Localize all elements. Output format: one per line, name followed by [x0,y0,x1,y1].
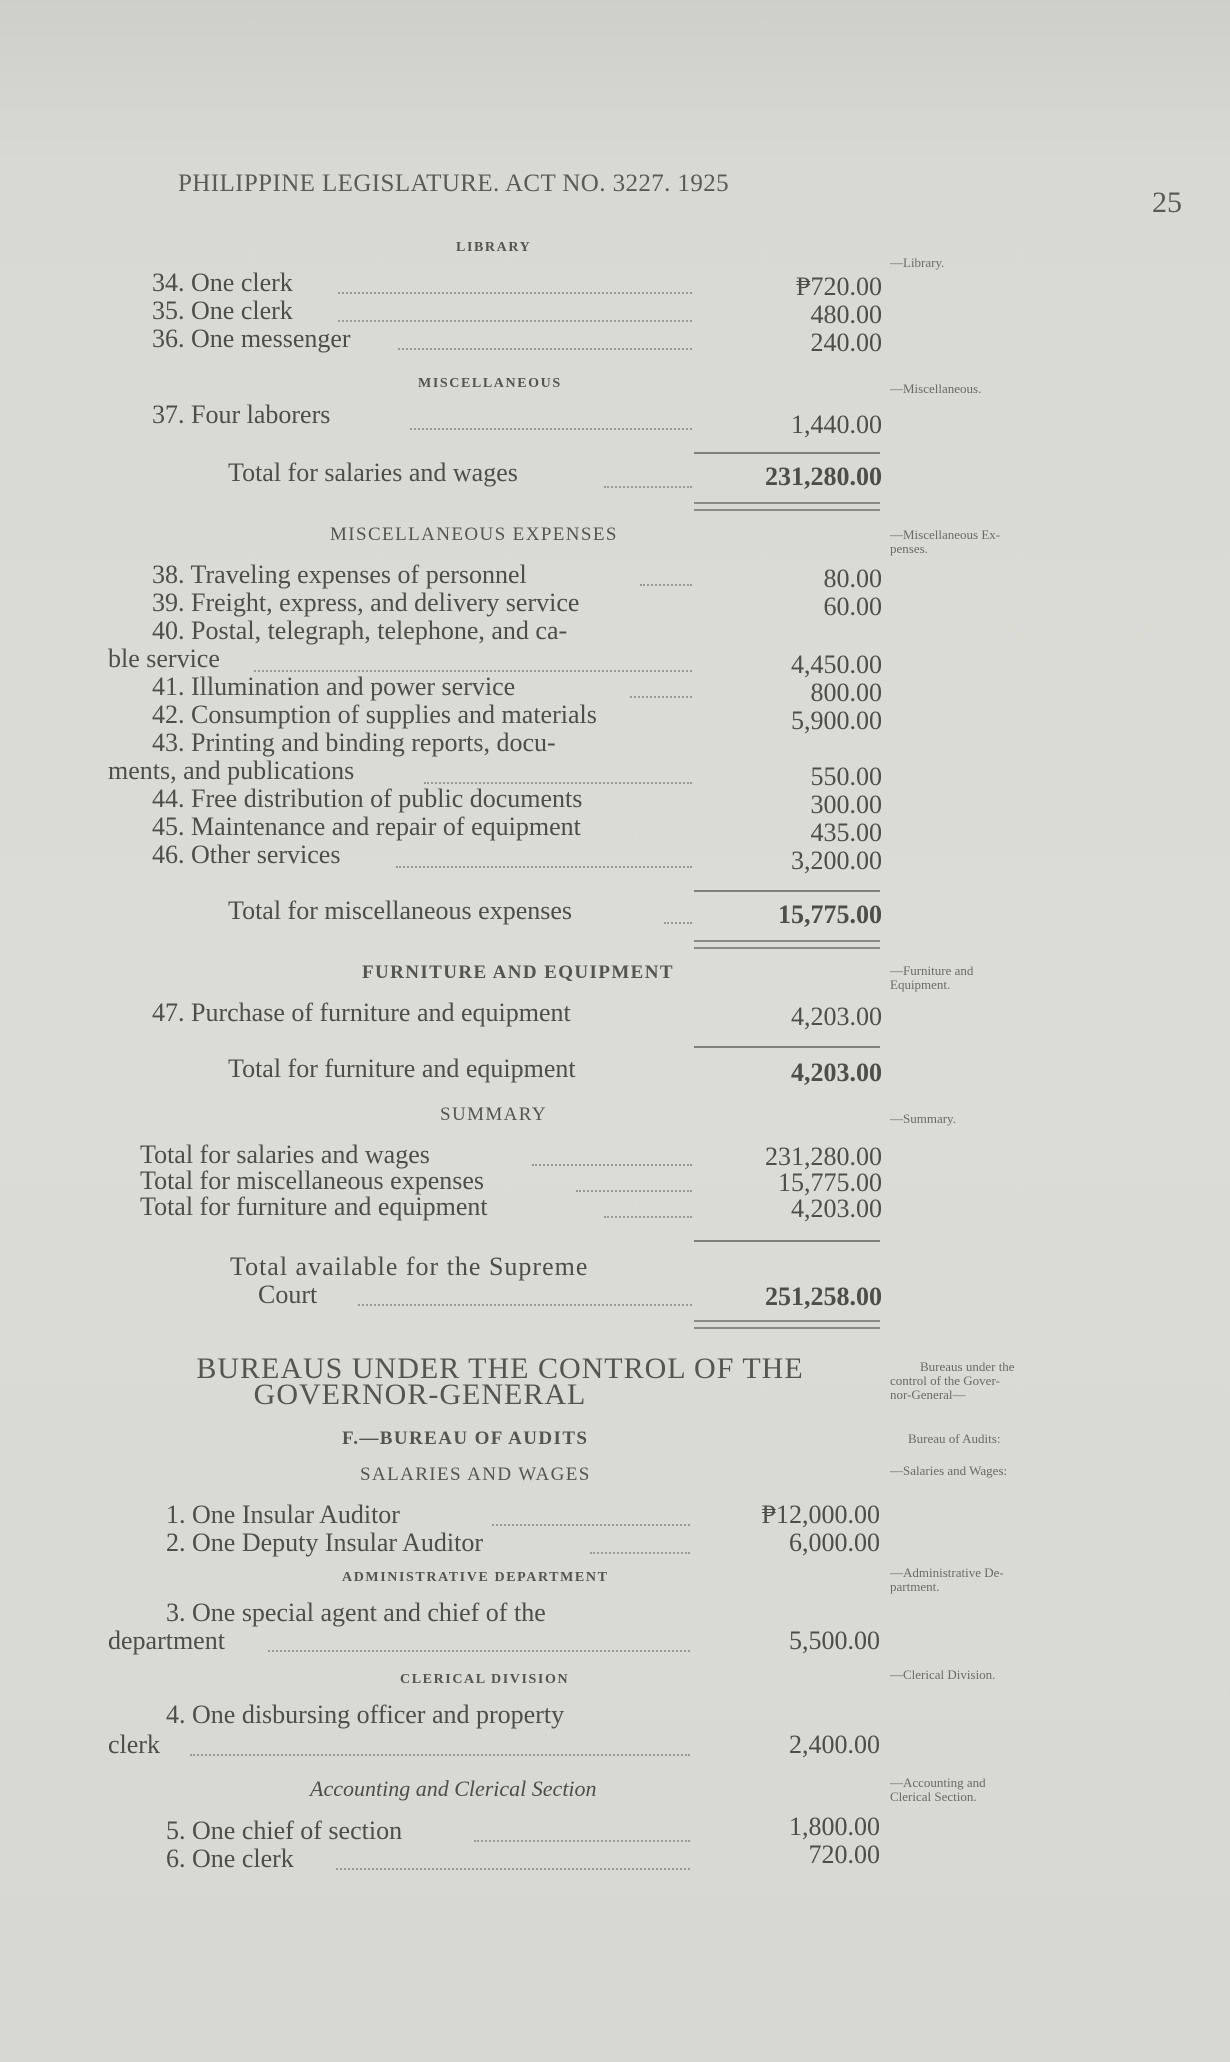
line-amount: 550.00 [810,762,882,791]
line-item: 36. One messenger [152,324,351,353]
total-double-rule [694,1320,880,1329]
line-item: 35. One clerk [152,296,293,325]
margin-note-summary: —Summary. [890,1111,956,1126]
summary-line: Total for salaries and wages [140,1140,430,1169]
section-heading-salaries: SALARIES AND WAGES [360,1464,591,1485]
leader-dots [492,1524,690,1526]
line-item: 2. One Deputy Insular Auditor [166,1528,484,1557]
section-heading-admin: ADMINISTRATIVE DEPARTMENT [342,1570,609,1585]
subtotal-rule [694,1046,880,1048]
total-label: Total for furniture and equipment [228,1054,576,1083]
leader-dots [338,292,692,294]
line-amount: 4,203.00 [791,1002,882,1031]
leader-dots [336,1868,690,1870]
line-item: 46. Other services [152,840,341,869]
total-label: Total for salaries and wages [228,458,518,487]
subtotal-rule [694,452,880,454]
leader-dots [604,1216,692,1218]
summary-amount: 15,775.00 [778,1168,882,1197]
line-item: 3. One special agent and chief of the [166,1598,546,1627]
grand-total-label: Total available for the Supreme [230,1252,589,1281]
line-amount: 3,200.00 [791,846,882,875]
margin-note-clerical: —Clerical Division. [890,1667,996,1682]
margin-note-furniture-cont: Equipment. [890,977,951,992]
line-item: 42. Consumption of supplies and materials [152,700,597,729]
margin-note-salaries: —Salaries and Wages: [890,1463,1008,1478]
line-amount: 4,450.00 [791,650,882,679]
line-amount: 435.00 [810,818,882,847]
summary-amount: 231,280.00 [765,1142,882,1171]
margin-note-bureaus-cont: nor-General— [890,1387,966,1402]
line-item: 40. Postal, telegraph, telephone, and ca- [152,616,568,645]
line-item: 44. Free distribution of public documents [152,784,583,813]
line-item-cont: department [108,1626,225,1655]
margin-note-bureaus-cont: control of the Gover- [890,1373,1000,1388]
margin-note-misc-expenses: —Miscellaneous Ex- [890,527,1001,542]
line-amount: ₱720.00 [796,272,882,301]
line-item: 38. Traveling expenses of personnel [152,560,527,589]
line-item: 45. Maintenance and repair of equipment [152,812,581,841]
line-item-cont: clerk [108,1730,160,1759]
leader-dots [630,696,692,698]
total-amount: 15,775.00 [778,900,882,929]
page-number: 25 [1152,186,1182,219]
summary-amount: 4,203.00 [791,1194,882,1223]
leader-dots [474,1840,690,1842]
line-item: 37. Four laborers [152,400,331,429]
line-amount: 240.00 [810,328,882,357]
line-amount: 300.00 [810,790,882,819]
leader-dots [398,348,692,350]
grand-total-amount: 251,258.00 [765,1282,882,1311]
subtotal-rule [694,1240,880,1242]
leader-dots [396,866,692,868]
line-item: 6. One clerk [166,1844,294,1873]
leader-dots [590,1552,690,1554]
margin-note-misc-expenses-cont: penses. [890,541,928,556]
line-item: 43. Printing and binding reports, docu- [152,728,556,757]
leader-dots [576,1190,692,1192]
line-amount: 720.00 [808,1840,880,1869]
line-item: 4. One disbursing officer and property [166,1700,565,1729]
line-item: 34. One clerk [152,268,293,297]
line-amount: 5,500.00 [789,1626,880,1655]
line-amount: 1,440.00 [791,410,882,439]
section-heading-audits: F.—BUREAU OF AUDITS [342,1428,589,1449]
section-heading-library: LIBRARY [456,240,532,255]
margin-note-miscellaneous: —Miscellaneous. [890,381,982,396]
leader-dots [640,584,692,586]
bureaus-heading: BUREAUS UNDER THE CONTROL OF THE [196,1352,804,1385]
line-item: 41. Illumination and power service [152,672,516,701]
summary-line: Total for miscellaneous expenses [140,1166,485,1195]
leader-dots [664,922,692,924]
section-heading-clerical: CLERICAL DIVISION [400,1672,570,1687]
section-heading-furniture: FURNITURE AND EQUIPMENT [362,962,674,983]
running-header: PHILIPPINE LEGISLATURE. ACT NO. 3227. 1925 [178,170,730,197]
line-item-cont: ble service [108,644,220,673]
section-heading-summary: SUMMARY [440,1104,547,1125]
line-amount: 1,800.00 [789,1812,880,1841]
leader-dots [358,1304,692,1306]
line-amount: 6,000.00 [789,1528,880,1557]
leader-dots [604,486,692,488]
leader-dots [268,1650,690,1652]
line-amount: 800.00 [810,678,882,707]
total-amount: 231,280.00 [765,462,882,491]
line-amount: ₱12,000.00 [761,1500,880,1529]
leader-dots [532,1164,692,1166]
line-amount: 2,400.00 [789,1730,880,1759]
line-item: 1. One Insular Auditor [166,1500,400,1529]
margin-note-accounting-cont: Clerical Section. [890,1789,977,1804]
line-amount: 80.00 [823,564,882,593]
margin-note-accounting: —Accounting and [890,1775,986,1790]
total-double-rule [694,502,880,511]
line-item-cont: ments, and publications [108,756,355,785]
total-label: Total for miscellaneous expenses [228,896,573,925]
margin-note-audits: Bureau of Audits: [908,1431,1001,1446]
section-heading-accounting: Accounting and Clerical Section [310,1776,597,1801]
line-item: 39. Freight, express, and delivery service [152,588,580,617]
total-double-rule [694,940,880,949]
summary-line: Total for furniture and equipment [140,1192,488,1221]
line-item: 47. Purchase of furniture and equipment [152,998,571,1027]
bureaus-heading-cont: GOVERNOR-GENERAL [253,1378,587,1411]
line-amount: 60.00 [823,592,882,621]
margin-note-furniture: —Furniture and [890,963,974,978]
line-item: 5. One chief of section [166,1816,403,1845]
line-amount: 480.00 [810,300,882,329]
margin-note-admin: —Administrative De- [890,1565,1004,1580]
grand-total-label-cont: Court [258,1280,318,1309]
section-heading-misc-expenses: MISCELLANEOUS EXPENSES [330,524,618,545]
leader-dots [338,320,692,322]
leader-dots [410,428,692,430]
margin-note-library: —Library. [890,255,945,270]
line-amount: 5,900.00 [791,706,882,735]
margin-note-bureaus: Bureaus under the [920,1359,1015,1374]
subtotal-rule [694,890,880,892]
margin-note-admin-cont: partment. [890,1579,940,1594]
total-amount: 4,203.00 [791,1058,882,1087]
leader-dots [190,1754,690,1756]
section-heading-miscellaneous: MISCELLANEOUS [418,376,562,391]
